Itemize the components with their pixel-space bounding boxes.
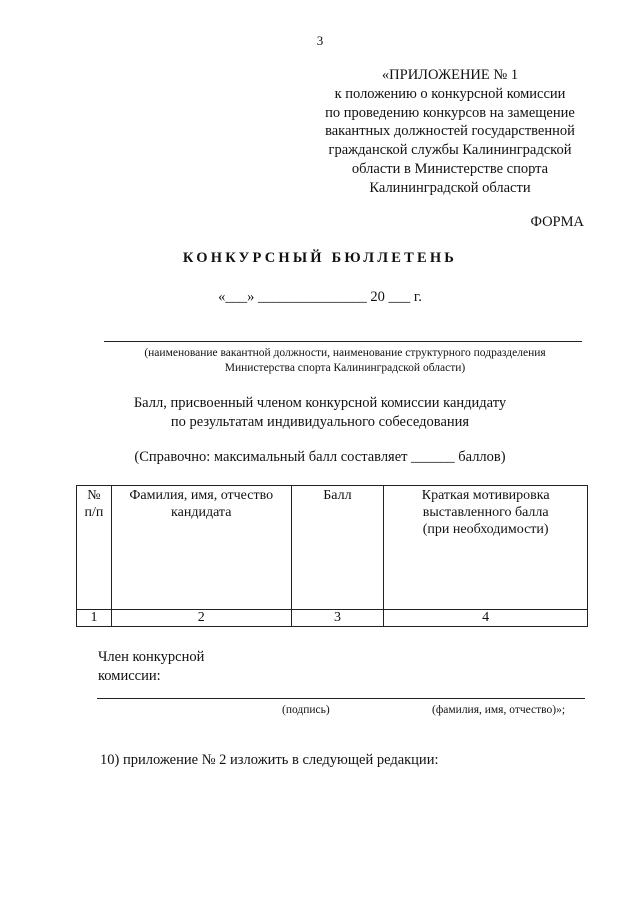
header-justification-line: выставленного балла xyxy=(422,505,549,520)
score-caption xyxy=(0,394,640,431)
header-score xyxy=(291,486,384,610)
header-number xyxy=(77,486,112,610)
signature-caption: (подпись) xyxy=(282,704,330,716)
position-caption-line: (наименование вакантной должности, наименование структурного подразделения xyxy=(144,347,546,359)
document-title: КОНКУРСНЫЙ БЮЛЛЕТЕНЬ xyxy=(182,250,458,266)
ballot-table xyxy=(76,485,588,627)
header-number-line: № xyxy=(87,488,101,503)
appendix-line: к положению о конкурсной комиссии xyxy=(334,85,566,102)
signature-line xyxy=(97,698,585,699)
column-number-cell: 1 xyxy=(77,610,112,627)
amendment-text: 10) приложение № 2 изложить в следующей редакции: xyxy=(100,752,439,768)
appendix-line: вакантных должностей государственной xyxy=(325,123,575,140)
table-number-row xyxy=(77,610,588,627)
member-label-line: комиссии: xyxy=(98,668,161,684)
appendix-heading xyxy=(300,66,600,198)
position-caption xyxy=(100,346,590,376)
header-number-line: п/п xyxy=(84,505,104,520)
score-caption-line: Балл, присвоенный членом конкурсной комиссии кандидату xyxy=(133,395,507,411)
name-caption: (фамилия, имя, отчество)»; xyxy=(432,704,566,716)
appendix-line: гражданской службы Калининградской xyxy=(328,142,572,159)
header-justification xyxy=(384,486,588,610)
header-justification-line: (при необходимости) xyxy=(422,522,549,537)
position-name-line xyxy=(104,341,582,342)
appendix-line: Калининградской области xyxy=(369,179,531,196)
header-candidate-line: Фамилия, имя, отчество xyxy=(129,488,274,503)
score-caption-line: по результатам индивидуального собеседования xyxy=(170,413,470,430)
appendix-line: области в Министерстве спорта xyxy=(351,160,549,177)
position-caption-line: Министерства спорта Калининградской области) xyxy=(224,362,466,374)
member-label-line: Член конкурсной xyxy=(98,649,205,665)
header-candidate-line: кандидата xyxy=(171,505,232,520)
reference-text: (Справочно: максимальный балл составляет ______ баллов) xyxy=(134,449,506,465)
form-label: ФОРМА xyxy=(530,214,584,230)
header-score-line: Балл xyxy=(323,488,352,503)
table-header-row xyxy=(77,486,588,610)
header-justification-line: Краткая мотивировка xyxy=(421,488,550,503)
column-number-cell: 4 xyxy=(384,610,588,627)
header-candidate-name xyxy=(111,486,291,610)
column-number-cell: 3 xyxy=(291,610,384,627)
appendix-line: по проведению конкурсов на замещение xyxy=(325,104,575,121)
column-number-cell: 2 xyxy=(111,610,291,627)
commission-member-label xyxy=(98,648,204,686)
page-number: 3 xyxy=(316,33,324,48)
date-line: «___» _______________ 20 ___ г. xyxy=(218,289,422,305)
appendix-line: «ПРИЛОЖЕНИЕ № 1 xyxy=(381,67,519,83)
